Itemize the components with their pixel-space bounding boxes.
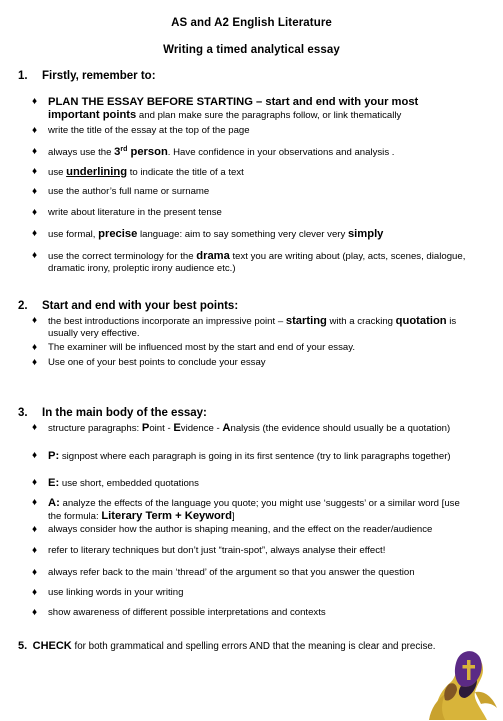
emphasis-text: starting [285, 315, 327, 327]
item-text: text you are writing about (play, acts, scenes, dialogue, dramatic irony, proleptic irony audience etc.) [48, 251, 466, 274]
list-item [32, 228, 472, 241]
emphasis-text: A: [48, 497, 60, 509]
list-item [32, 587, 472, 599]
section-2-heading [18, 300, 238, 312]
item-text: Use one of your best points to conclude your essay [48, 357, 266, 368]
item-text: oint - [149, 423, 174, 434]
section-number: 2. [18, 300, 28, 312]
item-text: vidence - [180, 423, 223, 434]
item-text: use [48, 167, 67, 178]
list-item [32, 125, 472, 137]
bullet-diamond-icon: ♦ [32, 607, 38, 618]
list-item [32, 146, 472, 159]
emphasis-text: drama [196, 250, 230, 262]
item-text: . Have confidence in your observations and analysis . [167, 147, 395, 158]
list-item [32, 96, 472, 122]
document-subtitle: Writing a timed analytical essay [163, 44, 340, 56]
bullet-diamond-icon: ♦ [32, 567, 38, 578]
list-item [32, 477, 472, 490]
list-item [32, 567, 472, 579]
bullet-diamond-icon: ♦ [32, 250, 38, 261]
item-text: refer to literary techniques but don’t just “train-spot”, always analyse their effect! [48, 545, 386, 556]
emphasis-text: Literary Term + Keyword [101, 510, 232, 522]
section-number: 5. [18, 640, 28, 652]
bullet-diamond-icon: ♦ [32, 477, 38, 488]
emphasis-text: E: [48, 477, 60, 489]
item-text: use linking words in your writing [48, 587, 184, 598]
bullet-diamond-icon: ♦ [32, 166, 38, 177]
item-text: structure paragraphs: [48, 423, 142, 434]
section-title: In the main body of the essay: [42, 407, 207, 419]
emphasis-text: underlining [66, 166, 128, 178]
item-text: always refer back to the main ‘thread’ of the argument so that you answer the question [48, 567, 415, 578]
item-text: is usually very effective. [48, 316, 457, 339]
bullet-diamond-icon: ♦ [32, 497, 38, 508]
section-5-check [18, 640, 438, 653]
list-item [32, 250, 472, 275]
list-item [32, 422, 472, 435]
school-crest-icon [427, 642, 499, 720]
emphasis-text: precise [98, 228, 138, 240]
item-text: write about literature in the present tense [48, 207, 222, 218]
list-item [32, 450, 472, 463]
emphasis-text: P: [48, 450, 60, 462]
item-text: use the author’s full name or surname [48, 186, 210, 197]
bullet-diamond-icon: ♦ [32, 207, 38, 218]
list-item [32, 607, 472, 619]
item-text: with a cracking [326, 316, 396, 327]
list-item [32, 497, 472, 523]
emphasis-text: P [141, 422, 150, 434]
document-title: AS and A2 English Literature [171, 17, 332, 29]
bullet-diamond-icon: ♦ [32, 228, 38, 239]
item-text: show awareness of different possible interpretations and contexts [48, 607, 326, 618]
bullet-diamond-icon: ♦ [32, 96, 38, 107]
item-text: always consider how the author is shaping meaning, and the effect on the reader/audience [48, 524, 433, 535]
list-item [32, 545, 472, 557]
list-item [32, 186, 472, 198]
item-text: write the title of the essay at the top of the page [48, 125, 250, 136]
bullet-diamond-icon: ♦ [32, 545, 38, 556]
item-text: to indicate the title of a text [127, 167, 244, 178]
bullet-diamond-icon: ♦ [32, 587, 38, 598]
superscript: rd [120, 145, 128, 153]
item-text: signpost where each paragraph is going in its first sentence (try to link paragraphs together) [59, 451, 451, 462]
emphasis-text: 3 [114, 146, 121, 158]
bullet-diamond-icon: ♦ [32, 342, 38, 353]
item-text: and plan make sure the paragraphs follow, or link thematically [136, 110, 402, 121]
section-number: 3. [18, 407, 28, 419]
list-item [32, 315, 472, 340]
bullet-diamond-icon: ♦ [32, 422, 38, 433]
list-item [32, 342, 472, 354]
item-text: analyze the effects of the language you quote; you might use ‘suggests’ or a similar word [use the formula: [48, 498, 460, 522]
section-number: 1. [18, 70, 28, 82]
list-item [32, 357, 472, 369]
item-text: use the correct terminology for the [48, 251, 197, 262]
bullet-diamond-icon: ♦ [32, 146, 38, 157]
bullet-diamond-icon: ♦ [32, 524, 38, 535]
section-3-heading [18, 407, 207, 419]
item-text: The examiner will be influenced most by the start and end of your essay. [48, 342, 355, 353]
emphasis-text: CHECK [32, 640, 72, 652]
bullet-diamond-icon: ♦ [32, 450, 38, 461]
bullet-diamond-icon: ♦ [32, 125, 38, 136]
item-text: for both grammatical and spelling errors AND that the meaning is clear and precise. [71, 641, 436, 652]
section-title: Start and end with your best points: [42, 300, 239, 312]
section-title: Firstly, remember to: [42, 70, 156, 82]
emphasis-text: person [127, 146, 168, 158]
item-text: the best introductions incorporate an impressive point – [48, 316, 286, 327]
section-1-heading [18, 70, 156, 82]
emphasis-text: simply [347, 228, 384, 240]
bullet-diamond-icon: ♦ [32, 357, 38, 368]
emphasis-text: E [173, 422, 181, 434]
emphasis-text: PLAN THE ESSAY BEFORE STARTING – start and end with your most important points [48, 96, 419, 121]
emphasis-text: quotation [395, 315, 447, 327]
bullet-diamond-icon: ♦ [32, 315, 38, 326]
item-text: use formal, [48, 229, 99, 240]
emphasis-text: A [222, 422, 231, 434]
item-text: language: aim to say something very clever very [137, 229, 348, 240]
bullet-diamond-icon: ♦ [32, 186, 38, 197]
item-text: nalysis (the evidence should usually be a quotation) [230, 423, 451, 434]
list-item [32, 524, 472, 536]
list-item [32, 207, 472, 219]
item-text: ] [232, 511, 235, 522]
list-item [32, 166, 472, 179]
item-text: always use the [48, 147, 115, 158]
item-text: use short, embedded quotations [59, 478, 199, 489]
